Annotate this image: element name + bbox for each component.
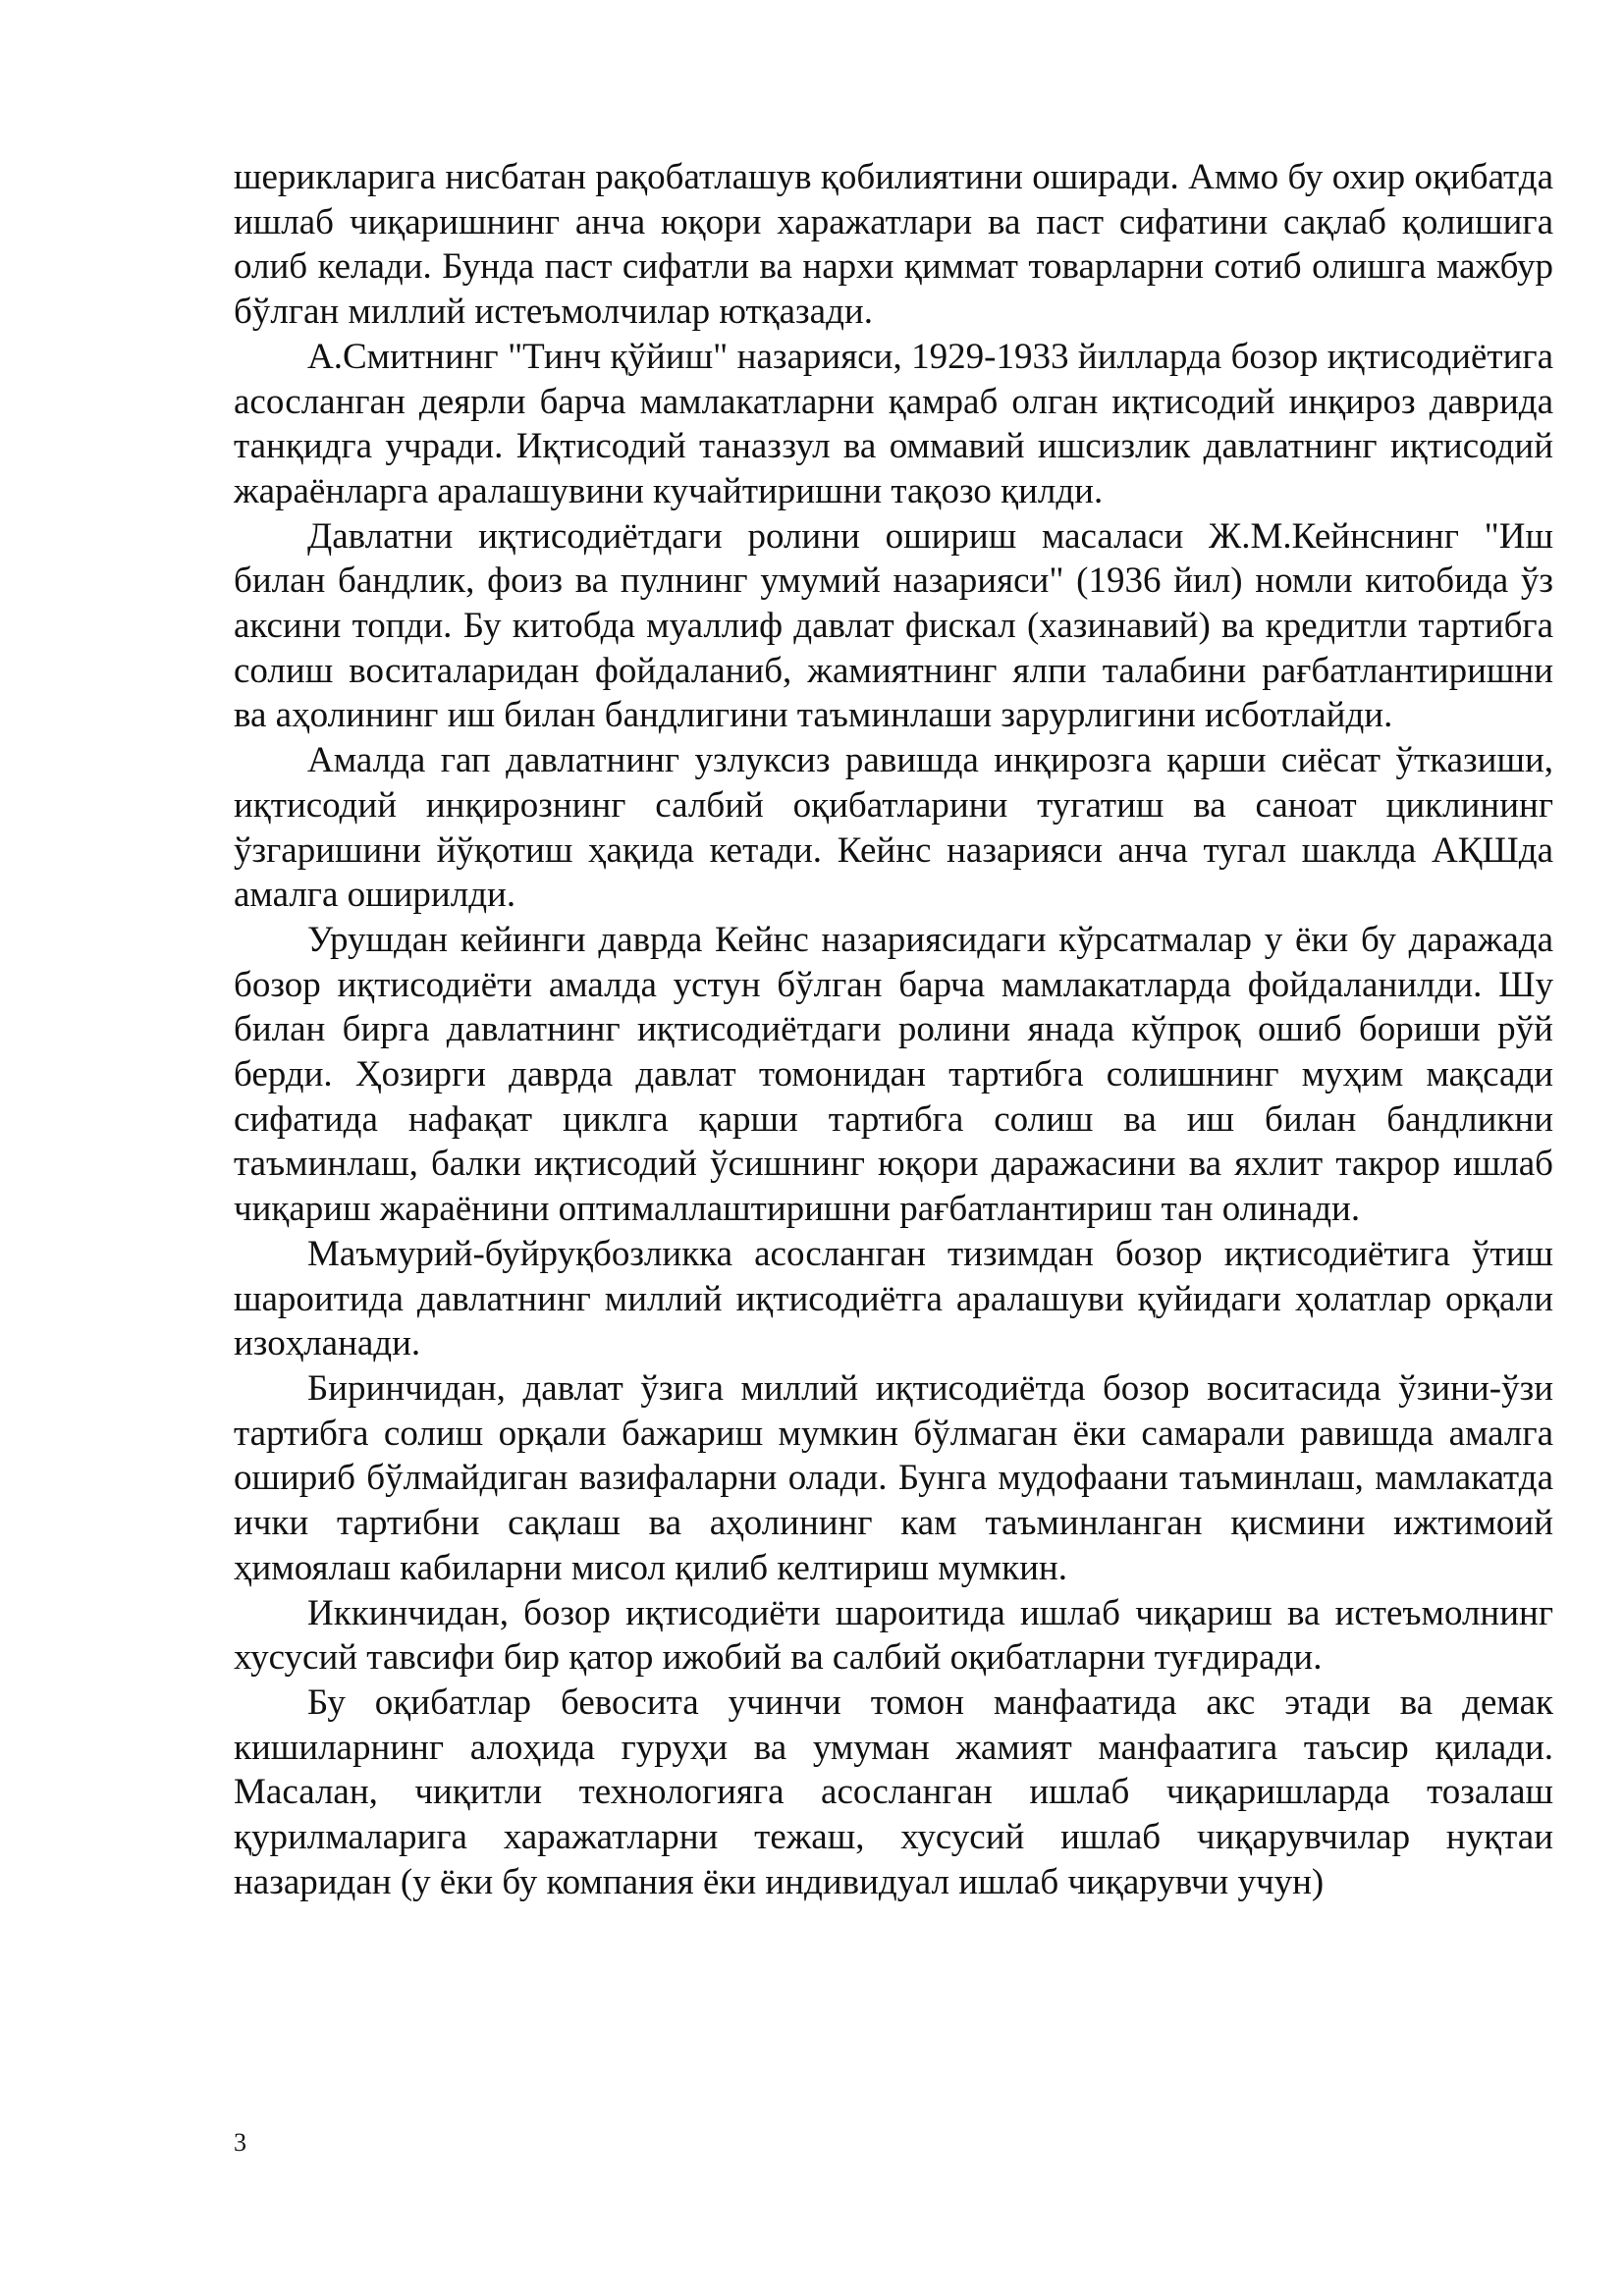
paragraph: Бу оқибатлар бевосита учинчи томон манфаатида акс этади ва демак кишиларнинг алоҳида гуруҳи ва умуман жамият манфаатига таъсир қилади. Масалан, чиқитли технологияга асосланган ишлаб чиқаришларда тозалаш қурилмаларига харажатларни тежаш, хусусий ишлаб чиқарувчилар нуқтаи назаридан (у ёки бу компания ёки индивидуал ишлаб чиқарувчи учун) [234, 1682, 1553, 1902]
paragraph: шерикларига нисбатан рақобатлашув қобилиятини оширади. Аммо бу охир оқибатда ишлаб чиқаришнинг анча юқори харажатлари ва паст сифатини сақлаб қолишига олиб келади. Бунда паст сифатли ва нархи қиммат товарларни сотиб олишга мажбур бўлган миллий истеъмолчилар ютқазади. [234, 157, 1553, 333]
paragraph: Амалда гап давлатнинг узлуксиз равишда инқирозга қарши сиёсат ўтказиши, иқтисодий инқирознинг салбий оқибатларини тугатиш ва саноат циклининг ўзгаришини йўқотиш ҳақида кетади. Кейнс назарияси анча тугал шаклда АҚШда амалга оширилди. [234, 740, 1553, 916]
paragraph: А.Смитнинг "Тинч қўйиш" назарияси, 1929-1933 йилларда бозор иқтисодиётига асосланган деярли барча мамлакатларни қамраб олган иқтисодий инқироз даврида танқидга учради. Иқтисодий таназзул ва оммавий ишсизлик давлатнинг иқтисодий жараёнларга аралашувини кучайтиришни тақозо қилди. [234, 336, 1553, 511]
paragraph: Давлатни иқтисодиётдаги ролини ошириш масаласи Ж.М.Кейнснинг "Иш билан бандлик, фоиз ва пулнинг умумий назарияси" (1936 йил) номли китобида ўз аксини топди. Бу китобда муаллиф давлат фискал (хазинавий) ва кредитли тартибга солиш воситаларидан фойдаланиб, жамиятнинг ялпи талабини рағбатлантиришни ва аҳолининг иш билан бандлигини таъминлаши зарурлигини исботлайди. [234, 515, 1553, 736]
body-text [234, 155, 1553, 1904]
page-number: 3 [234, 2128, 246, 2157]
paragraph: Иккинчидан, бозор иқтисодиёти шароитида ишлаб чиқариш ва истеъмолнинг хусусий тавсифи бир қатор ижобий ва салбий оқибатларни туғдиради. [234, 1592, 1553, 1679]
paragraph: Маъмурий-буйруқбозликка асосланган тизимдан бозор иқтисодиётига ўтиш шароитида давлатнинг миллий иқтисодиётга аралашуви қуйидаги ҳолатлар орқали изоҳланади. [234, 1233, 1553, 1364]
paragraph: Урушдан кейинги даврда Кейнс назариясидаги кўрсатмалар у ёки бу даражада бозор иқтисодиёти амалда устун бўлган барча мамлакатларда фойдаланилди. Шу билан бирга давлатнинг иқтисодиётдаги ролини янада кўпроқ ошиб бориши рўй берди. Ҳозирги даврда давлат томонидан тартибга солишнинг муҳим мақсади сифатида нафақат циклга қарши тартибга солиш ва иш билан бандликни таъминлаш, балки иқтисодий ўсишнинг юқори даражасини ва яхлит такрор ишлаб чиқариш жараёнини оптималлаштиришни рағбатлантириш тан олинади. [234, 919, 1553, 1230]
paragraph: Биринчидан, давлат ўзига миллий иқтисодиётда бозор воситасида ўзини-ўзи тартибга солиш орқали бажариш мумкин бўлмаган ёки самарали равишда амалга ошириб бўлмайдиган вазифаларни олади. Бунга мудофаани таъминлаш, мамлакатда ички тартибни сақлаш ва аҳолининг кам таъминланган қисмини ижтимоий ҳимоялаш кабиларни мисол қилиб келтириш мумкин. [234, 1367, 1553, 1588]
